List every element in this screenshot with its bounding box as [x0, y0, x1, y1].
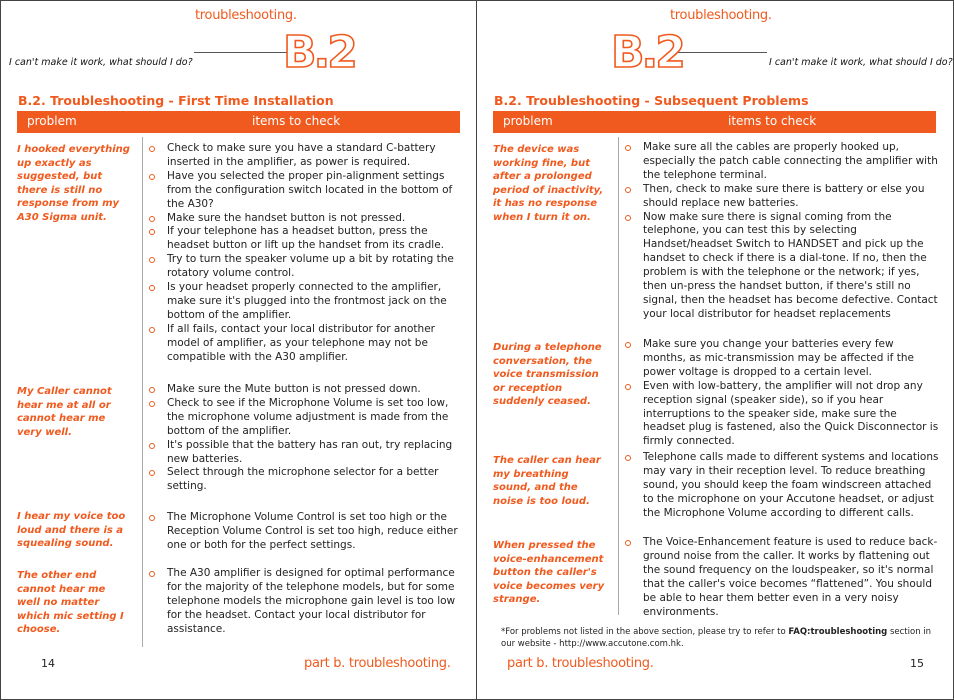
bullet-circle-icon — [149, 174, 155, 180]
page-footer: part b. troubleshooting. — [304, 656, 451, 671]
header-rule — [194, 52, 288, 53]
problem-text: My Caller cannot hear me at all or cannot hear me very well. — [17, 386, 112, 438]
bullet-circle-icon — [625, 455, 631, 461]
bullet-circle-icon — [625, 145, 631, 151]
page-number: 15 — [910, 657, 924, 670]
section-word: troubleshooting. — [670, 8, 772, 23]
section-code: B.2 — [611, 27, 683, 78]
column-problem: problem — [27, 114, 77, 128]
page-subtitle: I can't make it work, what should I do? — [769, 57, 953, 68]
right-page — [477, 0, 954, 700]
problem-text: I hooked everything up exactly as suggested, but there is still no response from my A30 Sigma unit. — [17, 144, 130, 223]
check-list — [143, 142, 461, 365]
check-item: Make sure all the cables are properly hooked up, especially the patch cable connecting the amplifier with the telephone terminal. — [619, 141, 939, 183]
column-items: items to check — [728, 114, 817, 128]
bullet-circle-icon — [149, 571, 155, 577]
bullet-circle-icon — [149, 327, 155, 333]
bullet-circle-icon — [149, 470, 155, 476]
check-list — [143, 567, 461, 637]
table-header-bar — [493, 111, 936, 133]
check-item: Make sure you change your batteries every few months, as mic-transmission may be affected if the power voltage is dropped to a certain level. — [619, 338, 939, 380]
bullet-circle-icon — [149, 216, 155, 222]
check-item: The A30 amplifier is designed for optimal performance for the majority of the telephone models, but for some telephone models the microphone gain level is too low for the headset. Contact your local distributor for assistance. — [143, 567, 461, 637]
bullet-circle-icon — [149, 257, 155, 263]
check-item: Check to see if the Microphone Volume is set too low, the microphone volume adjustment is made from the bottom of the amplifier. — [143, 397, 461, 439]
bullet-circle-icon — [149, 387, 155, 393]
check-item: Then, check to make sure there is battery or else you should replace new batteries. — [619, 183, 939, 211]
page-heading: B.2. Troubleshooting - First Time Installation — [18, 93, 334, 108]
check-item: Telephone calls made to different systems and locations may vary in their reception level. To reduce breathing sound, you should keep the foam windscreen attached to the microphone on your Accutone headset, or adjust the Microphone Volume according to different calls. — [619, 451, 939, 521]
bullet-circle-icon — [625, 187, 631, 193]
bullet-circle-icon — [625, 540, 631, 546]
problem-text: The other end cannot hear me well no matter which mic setting I choose. — [17, 570, 124, 636]
check-list — [143, 511, 461, 553]
check-list — [619, 338, 939, 449]
page-number: 14 — [41, 657, 55, 670]
bullet-circle-icon — [625, 342, 631, 348]
check-item: If your telephone has a headset button, press the headset button or lift up the handset from its cradle. — [143, 225, 461, 253]
section-code: B.2 — [283, 27, 355, 78]
page-heading: B.2. Troubleshooting - Subsequent Problems — [494, 93, 809, 108]
check-item: Even with low-battery, the amplifier will not drop any reception signal (speaker side), so if you hear interruptions to the speaker side, make sure the headset plug is fastened, also the Quick Disconnector is firmly connected. — [619, 380, 939, 450]
check-item: Make sure the handset button is not pressed. — [143, 212, 461, 226]
header-rule — [673, 52, 767, 53]
check-item: Now make sure there is signal coming from the telephone, you can test this by selecting Handset/headset Switch to HANDSET and pick up the handset to check if there is a dial-tone. If no, then the problem is with the telephone or the network; if yes, then un-press the handset button, if there's still no signal, then the headset has become defective. Contact your local distributor for headset replacements — [619, 211, 939, 322]
bullet-circle-icon — [625, 215, 631, 221]
bullet-circle-icon — [149, 285, 155, 291]
check-list — [143, 383, 461, 494]
check-item: The Microphone Volume Control is set too high or the Reception Volume Control is set too high, reduce either one or both for the perfect settings. — [143, 511, 461, 553]
page-footer: part b. troubleshooting. — [507, 656, 654, 671]
check-list — [619, 451, 939, 521]
column-problem: problem — [503, 114, 553, 128]
check-item: The Voice-Enhancement feature is used to reduce back-ground noise from the caller. It works by flattening out the sound frequency on the loudspeaker, so it's normal that the caller's voice becomes “flattened”. You should be able to hear them better even in a very noisy environments. — [619, 536, 939, 619]
page-subtitle: I can't make it work, what should I do? — [9, 57, 193, 68]
check-item: Make sure the Mute button is not pressed down. — [143, 383, 461, 397]
problem-text: The caller can hear my breathing sound, and the noise is too loud. — [493, 455, 601, 507]
bullet-circle-icon — [149, 401, 155, 407]
bullet-circle-icon — [149, 229, 155, 235]
check-item: Is your headset properly connected to the amplifier, make sure it's plugged into the frontmost jack on the bottom of the amplifier. — [143, 281, 461, 323]
check-item: Have you selected the proper pin-alignment settings from the configuration switch located in the bottom of the A30? — [143, 170, 461, 212]
check-item: Check to make sure you have a standard C-battery inserted in the amplifier, as power is required. — [143, 142, 461, 170]
problem-text: The device was working fine, but after a prolonged period of inactivity, it has no response when I turn it on. — [493, 144, 604, 223]
problem-text: I hear my voice too loud and there is a squealing sound. — [17, 511, 126, 550]
footnote: *For problems not listed in the above section, please try to refer to FAQ:troubleshooting section in our website - http://www.accutone.com.hk. — [501, 627, 932, 649]
problem-text: When pressed the voice-enhancement button the caller's voice becomes very strange. — [493, 540, 605, 606]
table-header-bar — [17, 111, 460, 133]
faq-reference: FAQ:troubleshooting — [788, 627, 888, 637]
column-items: items to check — [252, 114, 341, 128]
check-item: Try to turn the speaker volume up a bit by rotating the rotatory volume control. — [143, 253, 461, 281]
bullet-circle-icon — [625, 384, 631, 390]
bullet-circle-icon — [149, 443, 155, 449]
check-list — [619, 536, 939, 619]
check-item: Select through the microphone selector for a better setting. — [143, 466, 461, 494]
check-item: It's possible that the battery has ran out, try replacing new batteries. — [143, 439, 461, 467]
problem-text: During a telephone conversation, the voice transmission or reception suddenly ceased. — [493, 342, 602, 408]
check-list — [619, 141, 939, 322]
bullet-circle-icon — [149, 515, 155, 521]
bullet-circle-icon — [149, 146, 155, 152]
check-item: If all fails, contact your local distributor for another model of amplifier, as your telephone may not be compatible with the A30 amplifier. — [143, 323, 461, 365]
section-word: troubleshooting. — [195, 8, 297, 23]
